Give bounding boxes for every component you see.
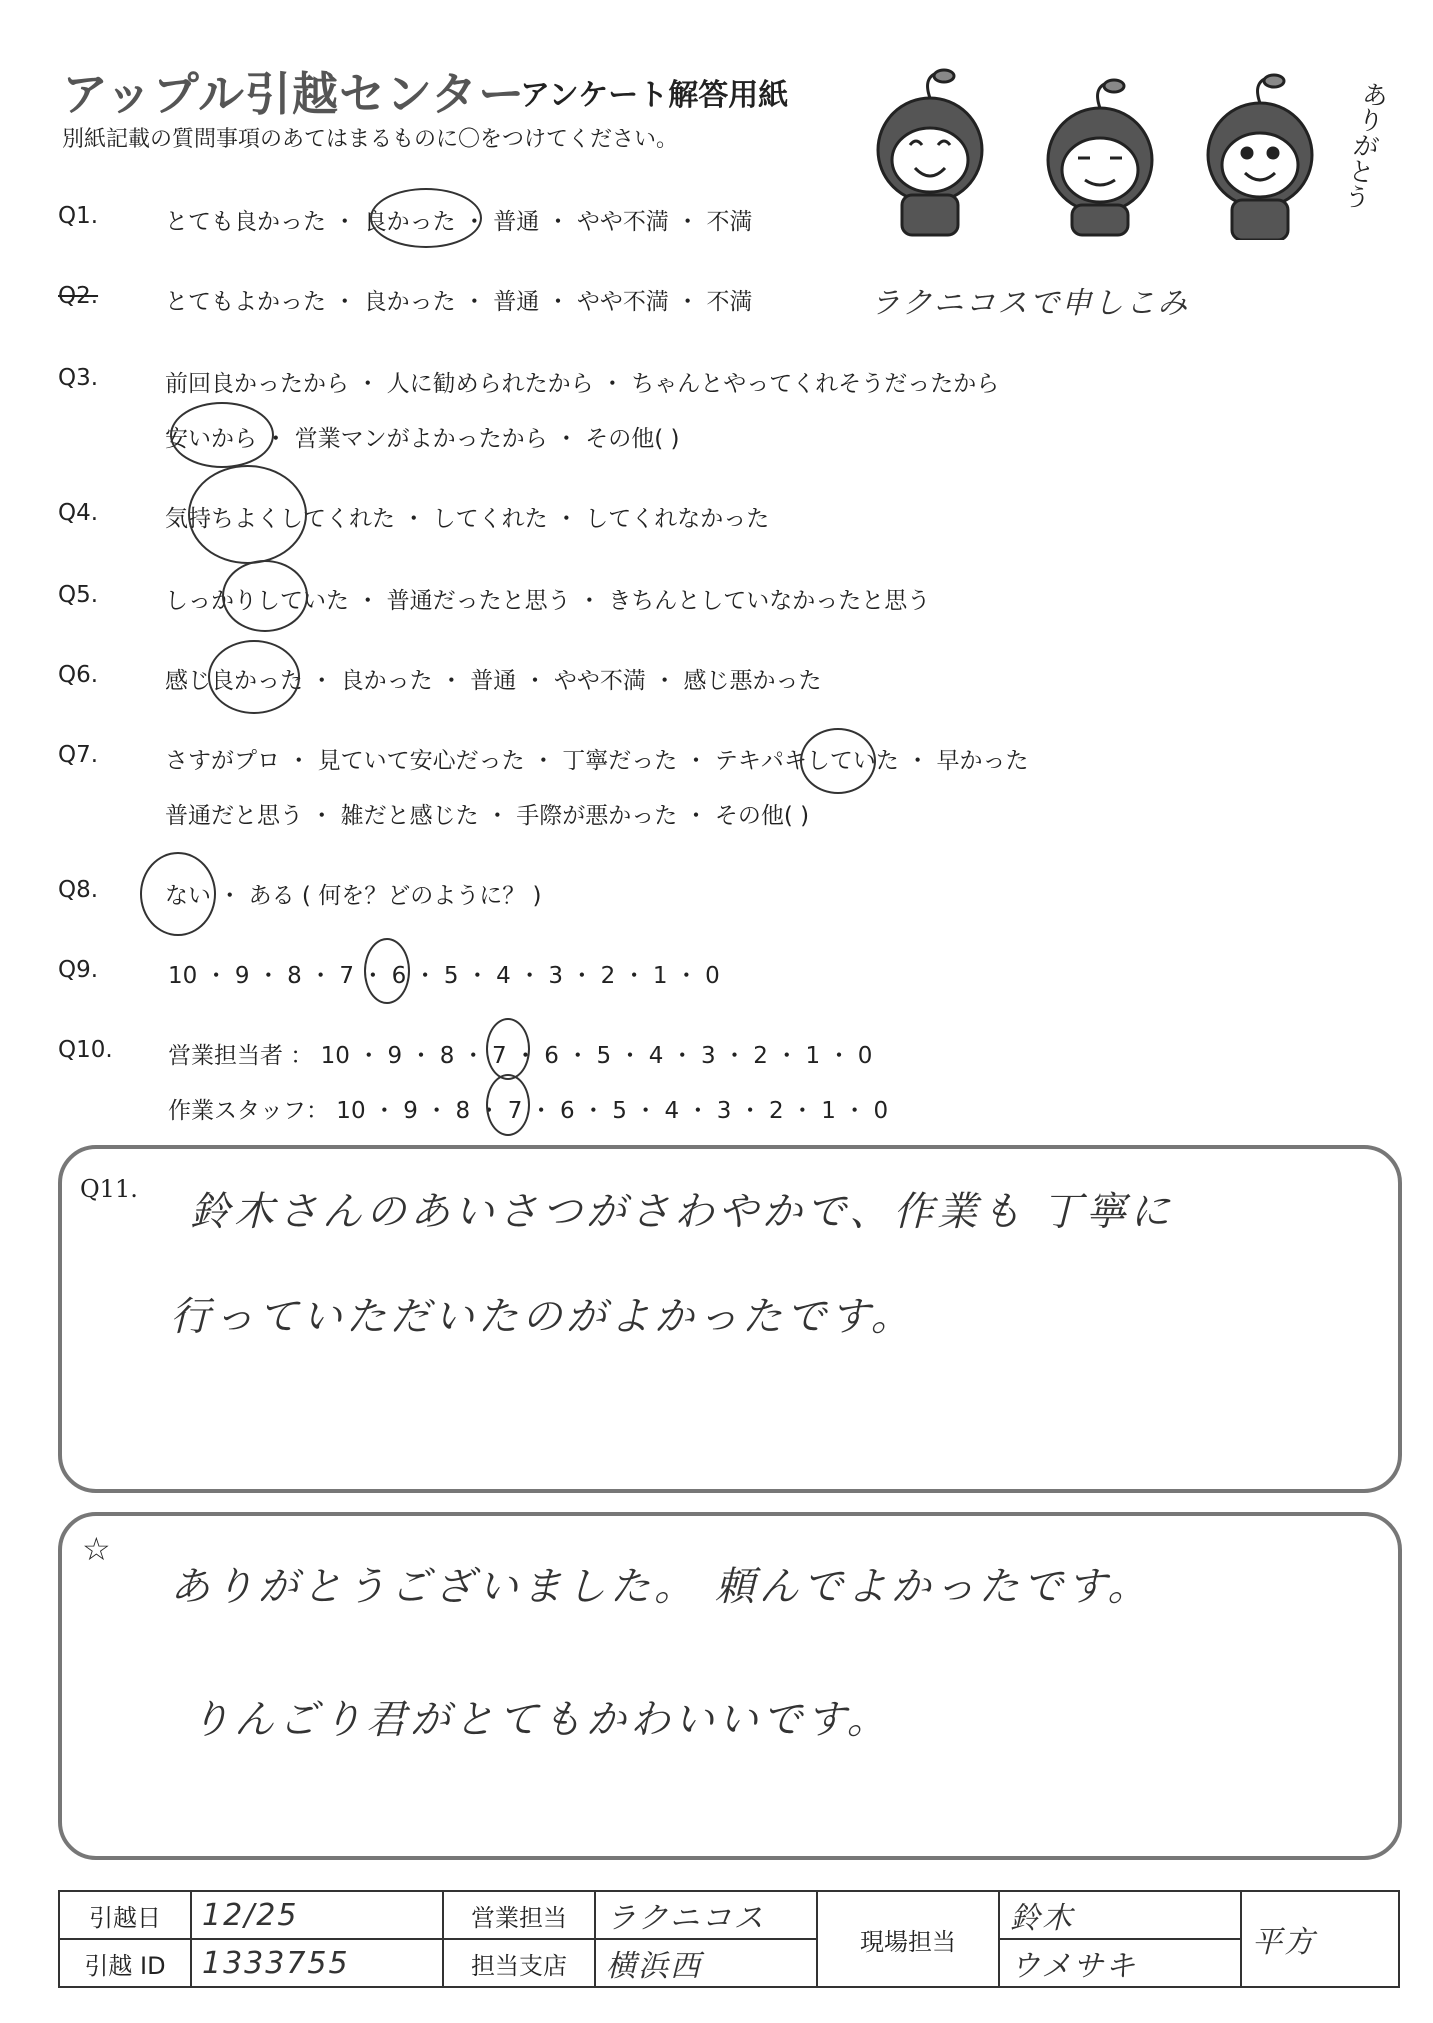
star-icon: ☆ xyxy=(82,1530,111,1568)
instruction-text: 別紙記載の質問事項のあてはまるものに〇をつけてください。 xyxy=(62,127,679,152)
sales-value: ラクニコス xyxy=(595,1891,817,1939)
q3-options-line2: 安いから ・ 営業マンがよかったから ・ その他( ) xyxy=(165,426,680,452)
site-staff-2: ウメサキ xyxy=(999,1939,1241,1987)
move-id-label: 引越 ID xyxy=(59,1939,191,1987)
q7-options-line2: 普通だと思う ・ 雑だと感じた ・ 手際が悪かった ・ その他( ) xyxy=(165,803,810,829)
q5-options: しっかりしていた ・ 普通だったと思う ・ きちんとしていなかったと思う xyxy=(165,588,931,614)
form-title: アップル引越センター xyxy=(62,67,526,121)
q8-label: Q8. xyxy=(58,877,99,903)
q11-label: Q11. xyxy=(80,1175,138,1203)
site-staff-3: 平方 xyxy=(1241,1891,1399,1987)
q2-handwritten-note: ラクニコスで申しこみ xyxy=(870,286,1190,321)
q9-options: 10 ・ 9 ・ 8 ・ 7 ・ 6 ・ 5 ・ 4 ・ 3 ・ 2 ・ 1 ・ 0 xyxy=(168,963,720,989)
answer-circle xyxy=(222,560,308,632)
mascot-illustration xyxy=(860,60,1390,240)
q11-answer-line1: 鈴木さんのあいさつがさわやかで、作業も 丁寧に xyxy=(190,1189,1174,1235)
answer-circle xyxy=(486,1018,530,1080)
footer-table xyxy=(58,1890,1400,1988)
sales-label: 営業担当 xyxy=(443,1891,595,1939)
q4-options: 気持ちよくしてくれた ・ してくれた ・ してくれなかった xyxy=(165,506,770,532)
q10-label: Q10. xyxy=(58,1037,113,1063)
answer-circle xyxy=(170,402,274,468)
q6-options: 感じ良かった ・ 良かった ・ 普通 ・ やや不満 ・ 感じ悪かった xyxy=(165,668,822,694)
q3-label: Q3. xyxy=(58,365,99,391)
comment-line2: りんごり君がとてもかわいいです。 xyxy=(190,1697,891,1743)
answer-circle xyxy=(208,640,300,714)
answer-circle xyxy=(188,465,307,564)
answer-circle xyxy=(800,728,876,794)
q8-options: ない ・ ある ( 何を？どのように？ ) xyxy=(165,883,542,909)
move-id-value: 1333755 xyxy=(191,1939,443,1987)
branch-value: 横浜西 xyxy=(595,1939,817,1987)
q2-label: Q2. xyxy=(58,283,99,309)
q6-label: Q6. xyxy=(58,662,99,688)
move-date-value: 12/25 xyxy=(191,1891,443,1939)
answer-circle xyxy=(364,938,410,1004)
q10-options-staff: 作業スタッフ： 10 ・ 9 ・ 8 ・ 7 ・ 6 ・ 5 ・ 4 ・ 3 ・ 2 ・ 1 ・ 0 xyxy=(168,1098,889,1124)
q5-label: Q5. xyxy=(58,582,99,608)
mascot-caption: ありがとう xyxy=(1337,78,1391,212)
q9-label: Q9. xyxy=(58,957,99,983)
answer-circle xyxy=(486,1074,530,1136)
q7-options-line1: さすがプロ ・ 見ていて安心だった ・ 丁寧だった ・ テキパキしていた ・ 早かった xyxy=(165,748,1029,774)
q3-options-line1: 前回良かったから ・ 人に勧められたから ・ ちゃんとやってくれそうだったから xyxy=(165,371,1000,397)
q2-options: とてもよかった ・ 良かった ・ 普通 ・ やや不満 ・ 不満 xyxy=(165,289,753,315)
q4-label: Q4. xyxy=(58,500,99,526)
q1-label: Q1. xyxy=(58,203,99,229)
q7-label: Q7. xyxy=(58,742,99,768)
q1-options: とても良かった ・ 良かった ・ 普通 ・ やや不満 ・ 不満 xyxy=(165,209,753,235)
site-staff-label: 現場担当 xyxy=(817,1891,999,1987)
answer-circle xyxy=(140,852,216,936)
q10-options-sales: 営業担当者 ： 10 ・ 9 ・ 8 ・ 7 ・ 6 ・ 5 ・ 4 ・ 3 ・ 2 ・ 1 ・ 0 xyxy=(168,1043,873,1069)
move-date-label: 引越日 xyxy=(59,1891,191,1939)
q11-answer-line2: 行っていただいたのがよかったです。 xyxy=(170,1294,915,1340)
answer-circle xyxy=(370,188,482,248)
branch-label: 担当支店 xyxy=(443,1939,595,1987)
form-subtitle: アンケート解答用紙 xyxy=(520,78,789,113)
site-staff-1: 鈴木 xyxy=(999,1891,1241,1939)
comment-line1: ありがとうございました。 頼んでよかったです。 xyxy=(170,1564,1152,1610)
